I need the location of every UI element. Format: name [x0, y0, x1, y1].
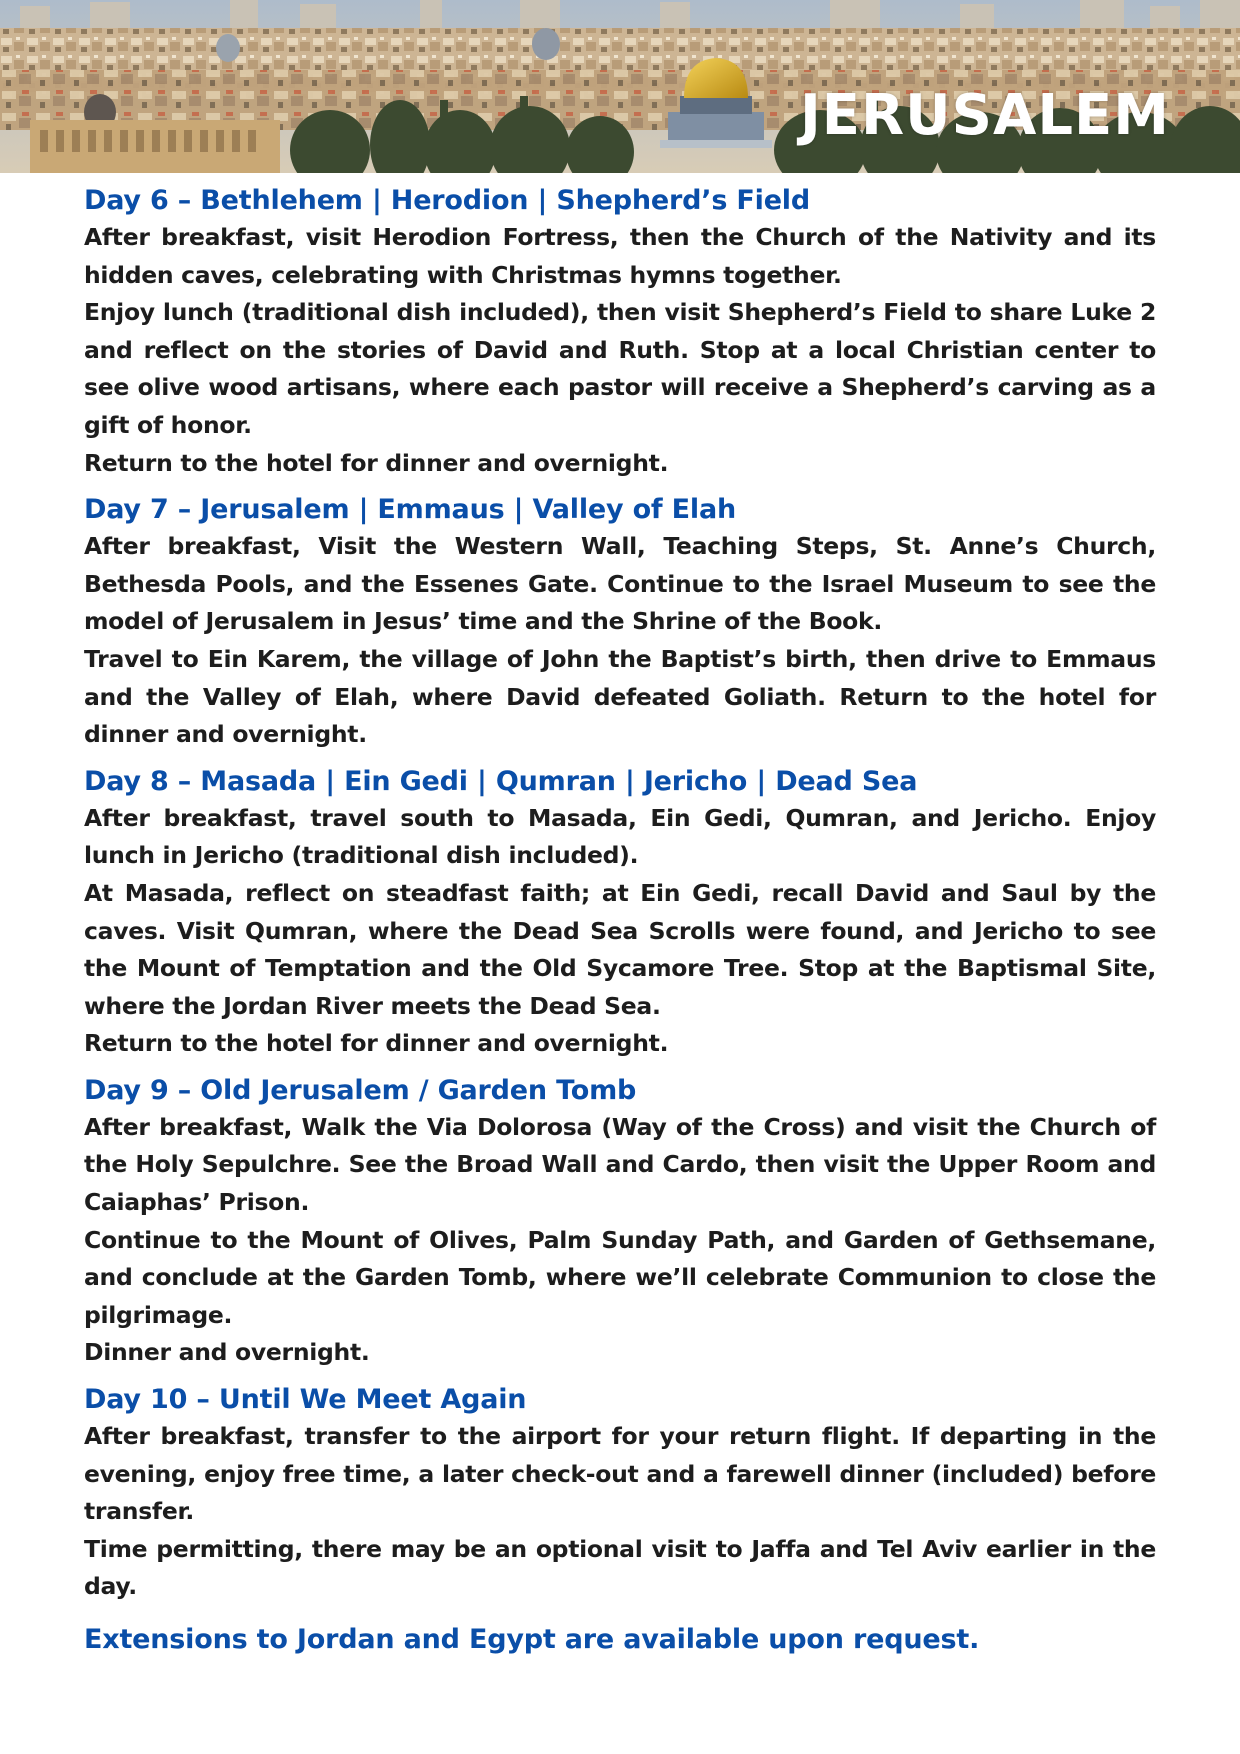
day-paragraph: Continue to the Mount of Olives, Palm Sunday Path, and Garden of Gethsemane, and conclude at the Garden Tomb, where we’ll celebrate Communion to close the pilgrimage.: [84, 1225, 1156, 1329]
day-paragraph: Return to the hotel for dinner and overnight.: [84, 1029, 669, 1058]
day-paragraph: After breakfast, Visit the Western Wall, Teaching Steps, St. Anne’s Church, Bethesda Pools, and the Essenes Gate. Continue to the Israel Museum to see the model of Jerusalem in Jesus’ time and the Shrine of the Book.: [84, 532, 1156, 636]
day-9-section: [84, 1073, 1156, 1372]
day-paragraph: After breakfast, transfer to the airport for your return flight. If departing in the evening, enjoy free time, a later check-out and a farewell dinner (included) before transfer.: [84, 1422, 1156, 1526]
header-banner: [0, 0, 1240, 173]
day-paragraph: Enjoy lunch (traditional dish included), then visit Shepherd’s Field to share Luke 2 and reflect on the stories of David and Ruth. Stop at a local Christian center to see olive wood artisans, where each pastor will receive a Shepherd’s carving as a gift of honor.: [84, 298, 1156, 439]
day-8-section: [84, 764, 1156, 1063]
day-paragraph: Return to the hotel for dinner and overnight.: [84, 448, 669, 477]
day-title: Day 8 – Masada | Ein Gedi | Qumran | Jericho | Dead Sea: [84, 765, 918, 797]
day-paragraph: After breakfast, travel south to Masada, Ein Gedi, Qumran, and Jericho. Enjoy lunch in Jericho (traditional dish included).: [84, 803, 1156, 870]
day-paragraph: Travel to Ein Karem, the village of John the Baptist’s birth, then drive to Emmaus and the Valley of Elah, where David defeated Goliath. Return to the hotel for dinner and overnight.: [84, 644, 1156, 749]
day-6-section: [84, 183, 1156, 482]
day-title: Day 10 – Until We Meet Again: [84, 1384, 527, 1416]
day-paragraph: At Masada, reflect on steadfast faith; at Ein Gedi, recall David and Saul by the caves. Visit Qumran, where the Dead Sea Scrolls were found, and Jericho to see the Mount of Temptation and the Old Sycamore Tree. Stop at the Baptismal Site, where the Jordan River meets the Dead Sea.: [84, 878, 1156, 1020]
banner-title: JERUSALEM: [799, 83, 1170, 148]
day-paragraph: After breakfast, visit Herodion Fortress, then the Church of the Nativity and its hidden caves, celebrating with Christmas hymns together.: [84, 223, 1156, 289]
itinerary: [84, 183, 1156, 1658]
extensions-note: Extensions to Jordan and Egypt are available upon request.: [84, 1624, 980, 1655]
day-title: Day 7 – Jerusalem | Emmaus | Valley of Elah: [84, 494, 737, 526]
day-title: Day 6 – Bethlehem | Herodion | Shepherd’s Field: [84, 185, 810, 216]
day-paragraph: Time permitting, there may be an optional visit to Jaffa and Tel Aviv earlier in the day.: [84, 1534, 1156, 1601]
day-paragraph: After breakfast, Walk the Via Dolorosa (Way of the Cross) and visit the Church of the Holy Sepulchre. See the Broad Wall and Cardo, then visit the Upper Room and Caiaphas’ Prison.: [84, 1112, 1156, 1217]
day-7-section: [84, 492, 1156, 754]
day-title: Day 9 – Old Jerusalem / Garden Tomb: [84, 1074, 637, 1106]
day-10-section: [84, 1382, 1156, 1606]
day-paragraph: Dinner and overnight.: [84, 1338, 370, 1367]
